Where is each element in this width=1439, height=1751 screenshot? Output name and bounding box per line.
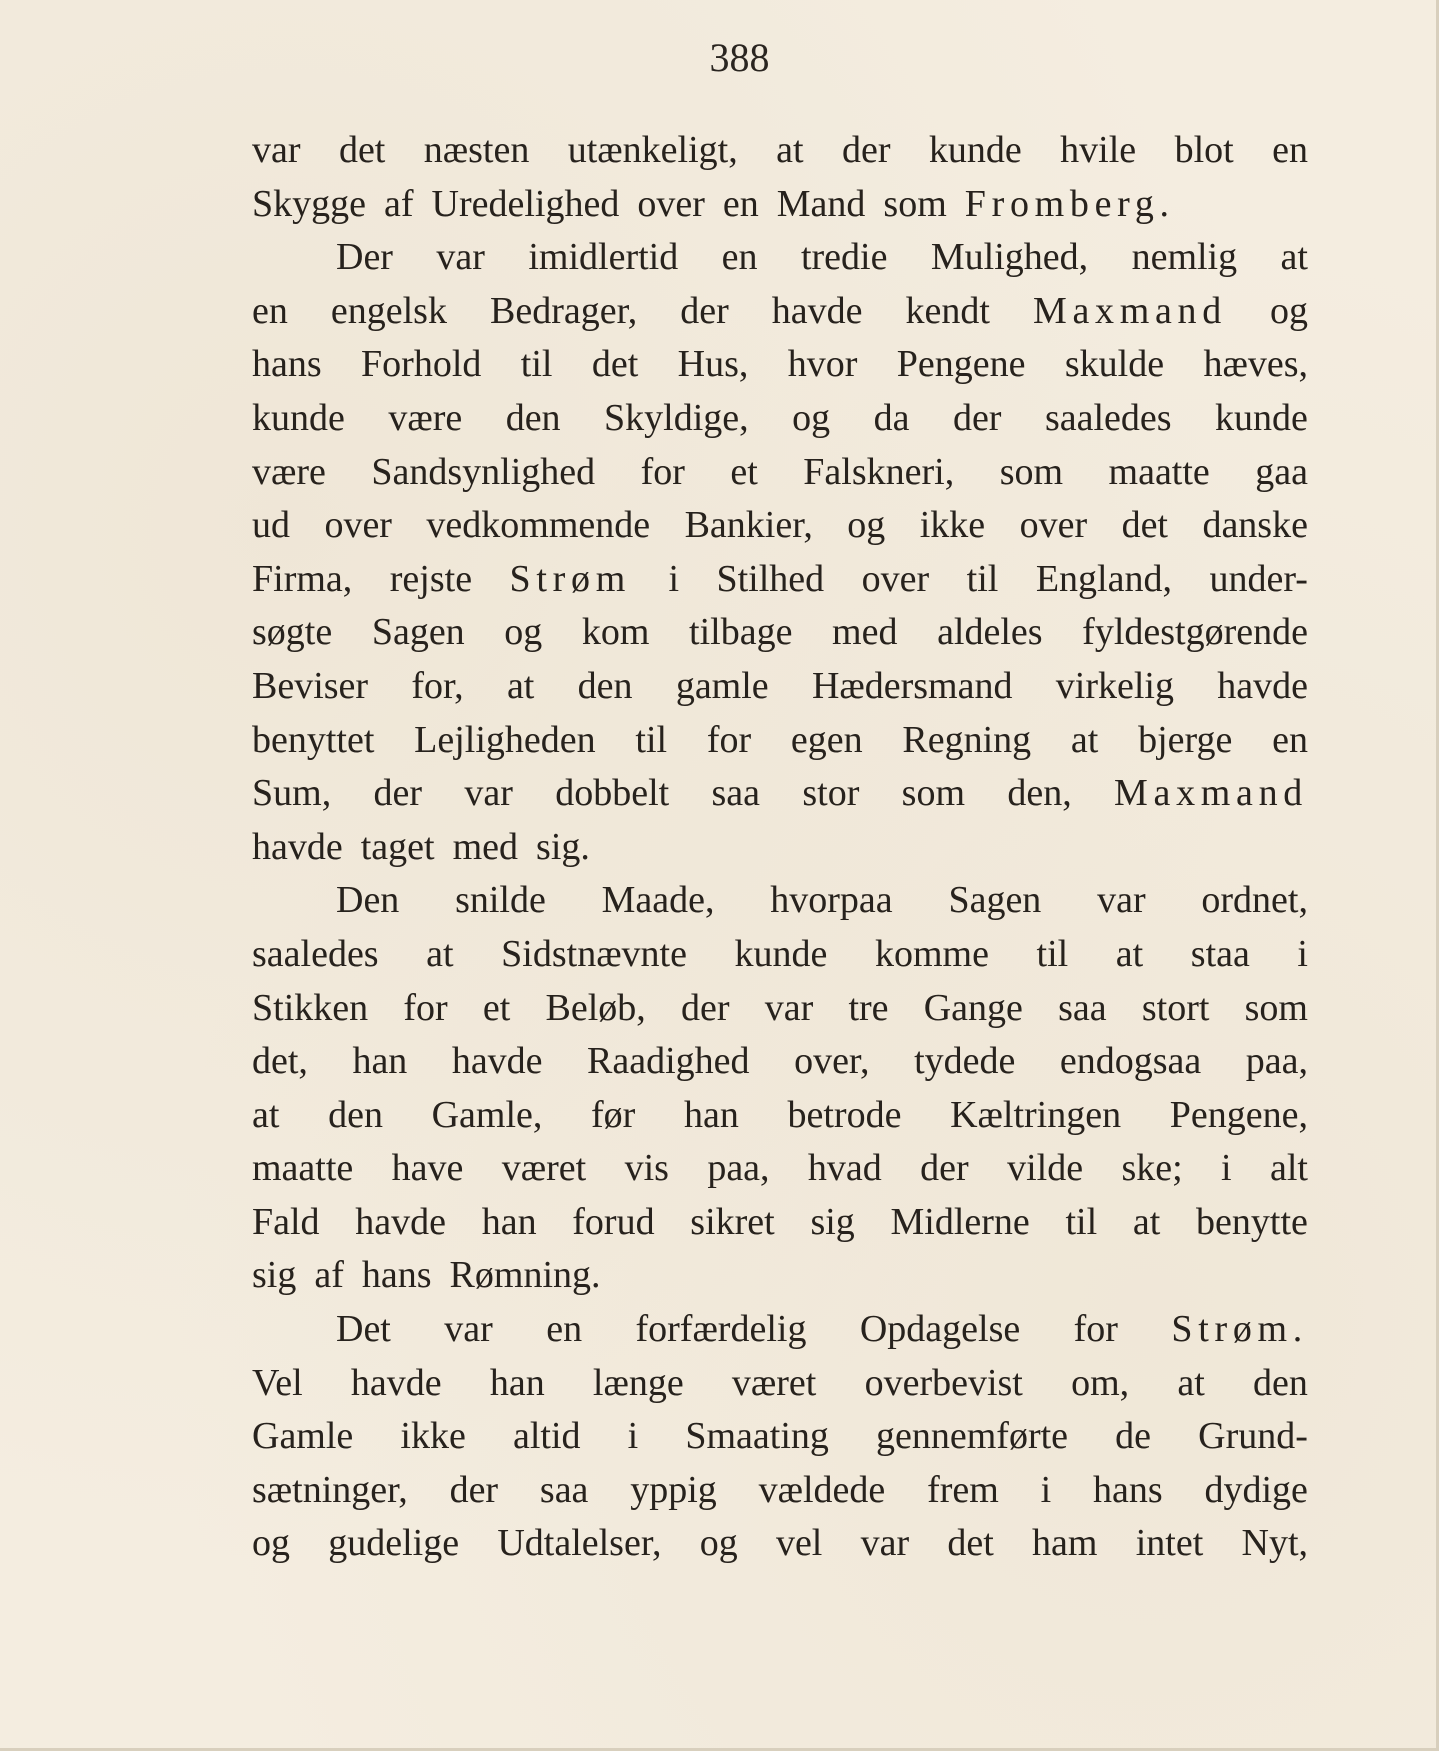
- text-line: sig af hans Rømning.: [252, 1254, 601, 1297]
- text-line: Gamle ikke altid i Smaating gennemførte de Grund-: [252, 1415, 1308, 1458]
- page-number: 388: [709, 35, 770, 80]
- text-line: Stikken for et Beløb, der var tre Gange saa stort som: [252, 986, 1308, 1029]
- text-line: benyttet Lejligheden til for egen Regning at bjerge en: [252, 718, 1308, 761]
- text-line: at den Gamle, før han betrode Kæltringen Pengene,: [252, 1093, 1308, 1136]
- text-line: det, han havde Raadighed over, tydede endogsaa paa,: [252, 1040, 1308, 1083]
- text-line: være Sandsynlighed for et Falskneri, som maatte gaa: [252, 450, 1308, 493]
- text-line: Skygge af Uredelighed over en Mand som Fromberg.: [252, 182, 1175, 225]
- text-line: Firma, rejste Strøm i Stilhed over til England, under-: [252, 557, 1308, 600]
- text-line: hans Forhold til det Hus, hvor Pengene skulde hæves,: [252, 343, 1308, 386]
- text-line: Fald havde han forud sikret sig Midlerne til at benytte: [252, 1200, 1308, 1243]
- text-line: en engelsk Bedrager, der havde kendt Maxmand og: [252, 289, 1308, 332]
- text-line: maatte have været vis paa, hvad der vilde ske; i alt: [252, 1147, 1308, 1190]
- text-line: ud over vedkommende Bankier, og ikke over det danske: [252, 504, 1308, 547]
- text-line: Vel havde han længe været overbevist om, at den: [252, 1361, 1308, 1404]
- text-line: sætninger, der saa yppig vældede frem i hans dydige: [252, 1468, 1308, 1511]
- text-line: og gudelige Udtalelser, og vel var det ham intet Nyt,: [252, 1522, 1308, 1565]
- text-line: Den snilde Maade, hvorpaa Sagen var ordnet,: [336, 879, 1308, 922]
- text-line: var det næsten utænkeligt, at der kunde hvile blot en: [252, 129, 1308, 171]
- text-line: Sum, der var dobbelt saa stor som den, Maxmand: [252, 772, 1308, 815]
- text-line: havde taget med sig.: [252, 825, 590, 868]
- text-line: saaledes at Sidstnævnte kunde komme til at staa i: [252, 932, 1308, 975]
- body-text: [252, 124, 1308, 1571]
- text-line: Der var imidlertid en tredie Mulighed, nemlig at: [336, 236, 1308, 279]
- text-line: Beviser for, at den gamle Hædersmand virkelig havde: [252, 664, 1308, 707]
- text-line: Det var en forfærdelig Opdagelse for Strøm.: [336, 1308, 1308, 1351]
- text-line: søgte Sagen og kom tilbage med aldeles fyldestgørende: [252, 611, 1308, 654]
- text-line: kunde være den Skyldige, og da der saaledes kunde: [252, 396, 1308, 439]
